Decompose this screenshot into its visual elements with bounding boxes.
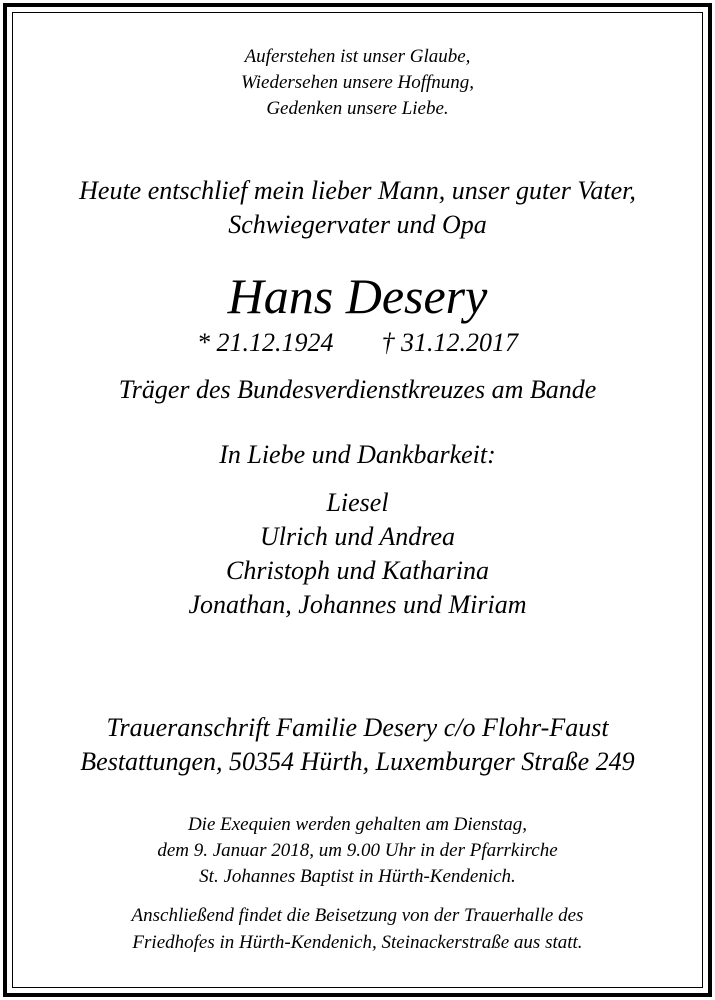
mourning-address bbox=[14, 711, 701, 779]
family-member: Ulrich und Andrea bbox=[260, 522, 455, 551]
burial-info bbox=[14, 902, 701, 956]
service-line: dem 9. Januar 2018, um 9.00 Uhr in der Pfarrkirche bbox=[157, 840, 558, 861]
family-member: Liesel bbox=[326, 488, 389, 517]
burial-line: Anschließend findet die Beisetzung von der Trauerhalle des bbox=[131, 905, 584, 926]
motto-line: Wiedersehen unsere Hoffnung, bbox=[240, 72, 475, 93]
motto-line: Auferstehen ist unser Glaube, bbox=[244, 46, 471, 67]
family-member: Jonathan, Johannes und Miriam bbox=[188, 590, 527, 619]
burial-line: Friedhofes in Hürth-Kendenich, Steinackerstraße aus statt. bbox=[132, 932, 583, 953]
honor-line: Träger des Bundesverdienstkreuzes am Bande bbox=[118, 375, 597, 404]
funeral-service-info bbox=[14, 812, 701, 890]
obituary-notice bbox=[14, 14, 701, 986]
life-dates bbox=[14, 327, 701, 359]
dedication-line: In Liebe und Dankbarkeit: bbox=[219, 440, 496, 469]
service-line: St. Johannes Baptist in Hürth-Kendenich. bbox=[199, 866, 516, 887]
deceased-name: Hans Desery bbox=[227, 268, 488, 324]
service-line: Die Exequien werden gehalten am Dienstag, bbox=[187, 814, 528, 835]
family-members bbox=[14, 486, 701, 622]
death-date: † 31.12.2017 bbox=[381, 328, 518, 357]
address-line: Bestattungen, 50354 Hürth, Luxemburger Straße 249 bbox=[80, 747, 635, 776]
intro-text bbox=[14, 174, 701, 242]
intro-line: Schwiegervater und Opa bbox=[228, 210, 487, 239]
birth-date: * 21.12.1924 bbox=[197, 328, 334, 357]
family-member: Christoph und Katharina bbox=[226, 556, 489, 585]
motto-verse bbox=[14, 44, 701, 122]
address-line: Traueranschrift Familie Desery c/o Flohr-Faust bbox=[106, 713, 609, 742]
motto-line: Gedenken unsere Liebe. bbox=[266, 98, 449, 119]
intro-line: Heute entschlief mein lieber Mann, unser guter Vater, bbox=[79, 176, 636, 205]
